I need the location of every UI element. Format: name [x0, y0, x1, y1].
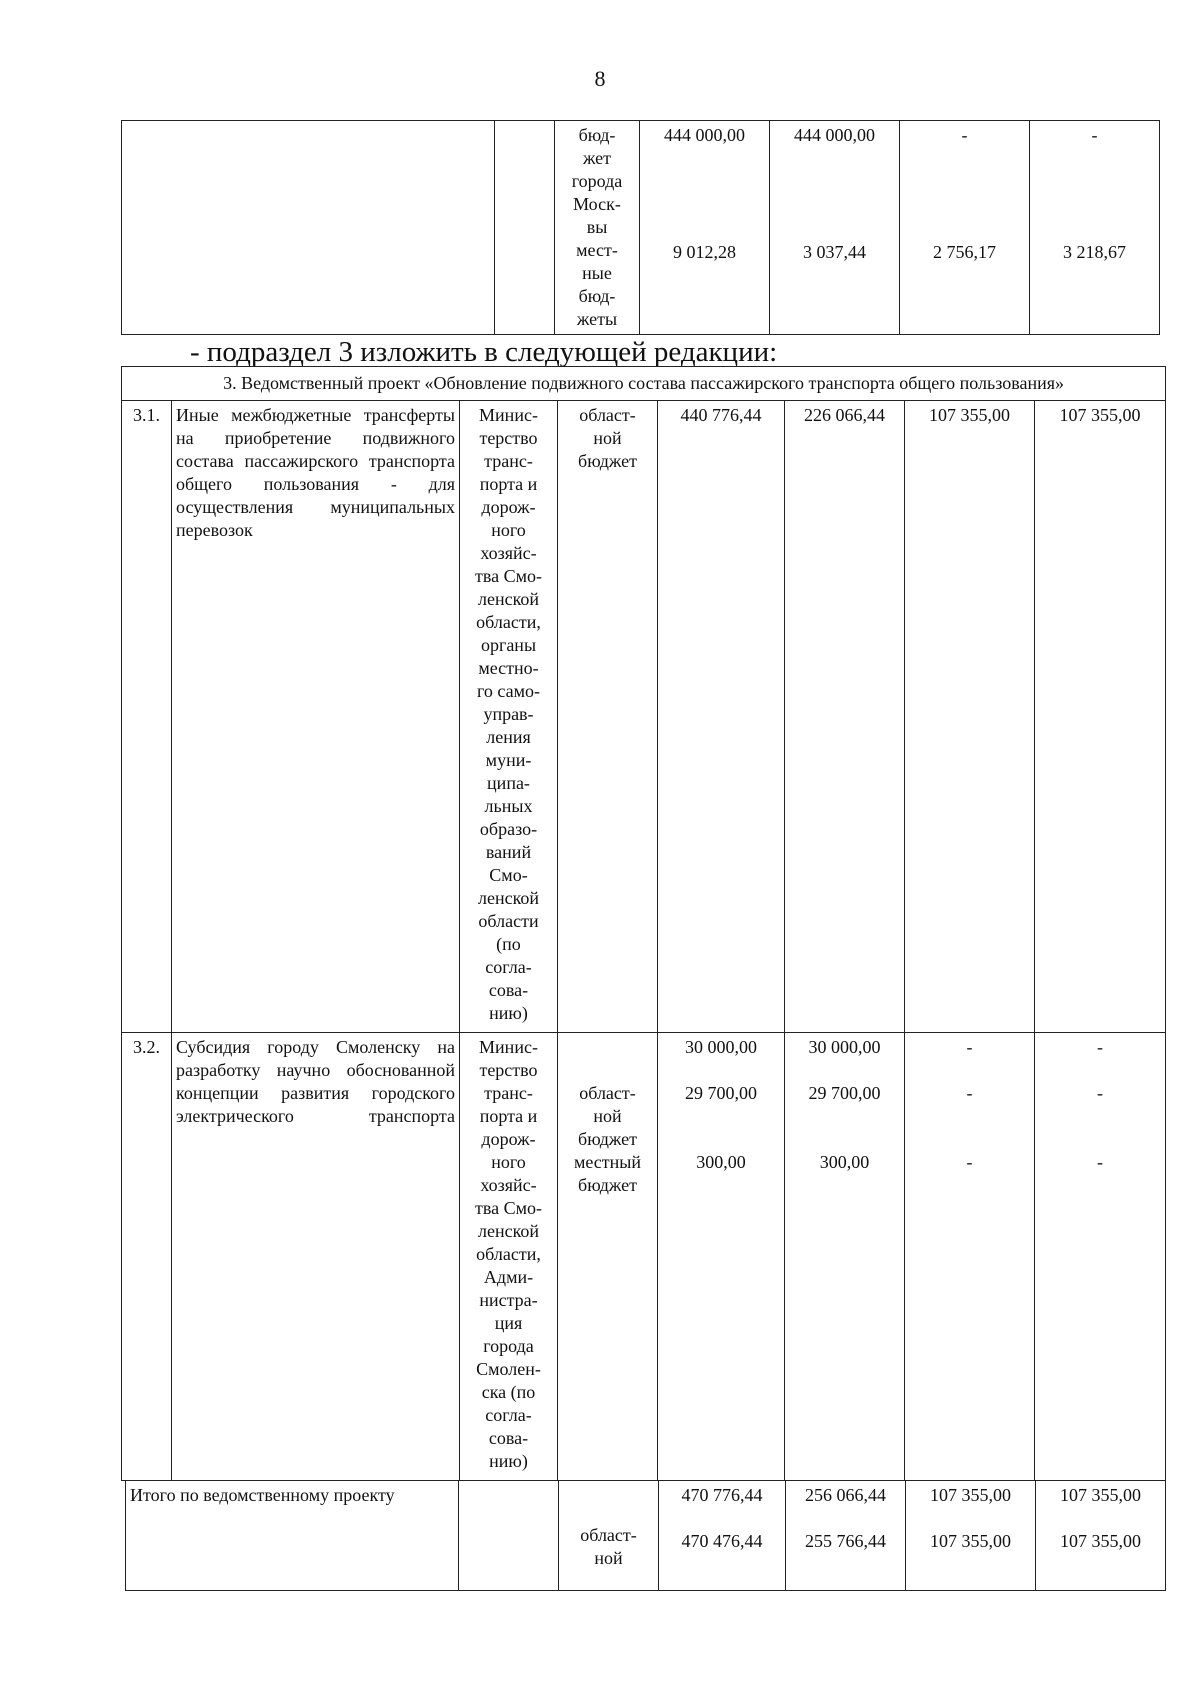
text-line: местно-	[478, 658, 539, 678]
value-regional: -	[1097, 1083, 1104, 1103]
value-cell	[1030, 121, 1160, 335]
value-regional: -	[966, 1083, 973, 1103]
value-cell	[906, 1481, 1036, 1591]
value-local: 300,00	[696, 1152, 746, 1172]
funding-source-moscow	[559, 124, 635, 239]
value-regional: 255 766,44	[805, 1531, 886, 1551]
row-name: Иные межбюджетные трансферты на приобретение подвижного состава пассажирского транспорта общего пользования - для осуществления муниципальных перевозок	[172, 401, 460, 1033]
text-line: транс-	[484, 1083, 533, 1103]
empty-cell	[459, 1481, 559, 1591]
value-local: 300,00	[819, 1152, 870, 1172]
source-local	[562, 1151, 653, 1197]
text-line: ные	[582, 263, 612, 283]
text-line: Моск-	[573, 194, 621, 214]
text-line: сова-	[488, 980, 529, 1000]
text-line: тва Смо-	[474, 1198, 542, 1218]
value: 3 218,67	[1063, 242, 1126, 262]
value-cell	[640, 121, 770, 335]
text-line: дорож-	[481, 497, 536, 517]
funding-source-local	[559, 239, 635, 331]
text-line: област-	[580, 1525, 637, 1545]
page-number: 8	[594, 66, 606, 91]
text-line: сова-	[488, 1428, 529, 1448]
subsection-heading: - подраздел 3 изложить в следующей редакции:	[190, 336, 778, 368]
continuation-table	[121, 120, 1160, 335]
source-regional	[562, 1082, 653, 1151]
executor-cell	[460, 1033, 558, 1481]
value-cell: 440 776,44	[658, 401, 785, 1033]
text-line: льных	[484, 796, 533, 816]
empty-cell	[122, 121, 495, 335]
value-regional: 29 700,00	[808, 1083, 881, 1103]
value-regional: 29 700,00	[685, 1083, 757, 1103]
text-line: ной	[593, 428, 622, 448]
text-line: бюд-	[578, 286, 616, 306]
value-regional: 470 476,44	[681, 1531, 763, 1551]
text-line: бюджет	[578, 451, 637, 471]
text-line: ваний	[485, 842, 532, 862]
value-total: 470 776,44	[681, 1485, 763, 1505]
text-line: ной	[593, 1106, 622, 1126]
value: -	[961, 125, 968, 145]
text-line: ления	[486, 727, 531, 747]
text-line: терство	[479, 428, 538, 448]
total-table	[125, 1480, 1166, 1591]
text-line: област-	[579, 405, 636, 425]
row-number: 3.1.	[122, 401, 172, 1033]
text-line: области	[478, 911, 539, 931]
text-line: терство	[479, 1060, 538, 1080]
text-line: бюджет	[578, 1175, 637, 1195]
text-line: ция	[494, 1313, 523, 1333]
value-cell: 107 355,00	[1035, 401, 1166, 1033]
row-name: Субсидия городу Смоленску на разработку научно обоснованной концепции развития городского электрического транспорта	[172, 1033, 460, 1481]
text-line: жет	[582, 148, 612, 168]
text-line: Смо-	[489, 865, 528, 885]
text-line: города	[571, 171, 623, 191]
text-line: хозяйс-	[480, 1175, 537, 1195]
value-cell: 107 355,00	[905, 401, 1035, 1033]
text-line: област-	[579, 1083, 636, 1103]
text-line: бюджет	[578, 1129, 637, 1149]
text-line: мест-	[576, 240, 618, 260]
value-cell	[786, 1481, 906, 1591]
text-line: хозяйс-	[480, 543, 537, 563]
value-local: -	[1097, 1152, 1104, 1172]
text-line: бюд-	[578, 125, 616, 145]
value: 3 037,44	[803, 242, 866, 262]
text-line: ной	[594, 1548, 623, 1568]
text-line: ска (по	[481, 1382, 536, 1402]
value-total: 30 000,00	[685, 1037, 757, 1057]
value-total: 30 000,00	[808, 1037, 881, 1057]
value-cell	[900, 121, 1030, 335]
project-table	[121, 366, 1166, 1481]
text-line: ного	[491, 520, 526, 540]
text-line: го само-	[476, 681, 541, 701]
value-total: -	[966, 1037, 973, 1057]
text-line: порта и	[479, 474, 538, 494]
funding-source-cell	[555, 121, 640, 335]
text-line: (по	[496, 934, 521, 954]
text-line: дорож-	[481, 1129, 536, 1149]
text-line: порта и	[479, 1106, 538, 1126]
text-line: согла-	[485, 957, 532, 977]
value: 444 000,00	[794, 125, 875, 145]
text-line: транс-	[484, 451, 533, 471]
value-total: 107 355,00	[1060, 1485, 1141, 1505]
source-regional	[563, 1524, 654, 1570]
text-line: ципа-	[487, 773, 530, 793]
text-line: Смолен-	[476, 1359, 541, 1379]
text-line: согла-	[485, 1405, 532, 1425]
text-line: ленской	[477, 589, 540, 609]
value: 444 000,00	[664, 125, 745, 145]
value-cell	[785, 1033, 905, 1481]
empty-cell	[495, 121, 555, 335]
value-cell	[905, 1033, 1035, 1481]
value-cell	[770, 121, 900, 335]
text-line: вы	[586, 217, 608, 237]
value-cell	[659, 1481, 786, 1591]
text-line: ного	[491, 1152, 526, 1172]
source-cell	[559, 1481, 659, 1591]
text-line: местный	[573, 1152, 642, 1172]
value-cell	[658, 1033, 785, 1481]
value-local: -	[966, 1152, 973, 1172]
value-cell: 226 066,44	[785, 401, 905, 1033]
value-total: -	[1097, 1037, 1104, 1057]
text-line: Адми-	[483, 1267, 534, 1287]
source-cell	[558, 401, 658, 1033]
text-line: управ-	[483, 704, 534, 724]
text-line: области,	[476, 612, 541, 632]
value: 2 756,17	[933, 242, 996, 262]
value-cell	[1035, 1033, 1166, 1481]
text-line: Минис-	[479, 1037, 538, 1057]
text-line: ленской	[477, 1221, 540, 1241]
value-regional: 107 355,00	[930, 1531, 1011, 1551]
row-number: 3.2.	[122, 1033, 172, 1481]
value: 9 012,28	[673, 242, 736, 262]
text-line: образо-	[479, 819, 538, 839]
text-line: жеты	[576, 309, 618, 329]
text-line: органы	[480, 635, 537, 655]
text-line: города	[483, 1336, 534, 1356]
text-line: ленской	[477, 888, 540, 908]
text-line: нию)	[489, 1451, 528, 1471]
total-label: Итого по ведомственному проекту	[126, 1481, 459, 1591]
value-regional: 107 355,00	[1060, 1531, 1141, 1551]
text-line: нистра-	[479, 1290, 538, 1310]
executor-cell	[460, 401, 558, 1033]
text-line: Минис-	[479, 405, 538, 425]
value-total: 256 066,44	[805, 1485, 886, 1505]
text-line: муни-	[485, 750, 532, 770]
section-title: 3. Ведомственный проект «Обновление подвижного состава пассажирского транспорта общего пользования»	[122, 367, 1166, 401]
text-line: нию)	[489, 1003, 528, 1023]
value: -	[1091, 125, 1098, 145]
text-line: области,	[476, 1244, 541, 1264]
source-cell	[558, 1033, 658, 1481]
value-total: 107 355,00	[930, 1485, 1011, 1505]
value-cell	[1036, 1481, 1166, 1591]
text-line: тва Смо-	[474, 566, 542, 586]
